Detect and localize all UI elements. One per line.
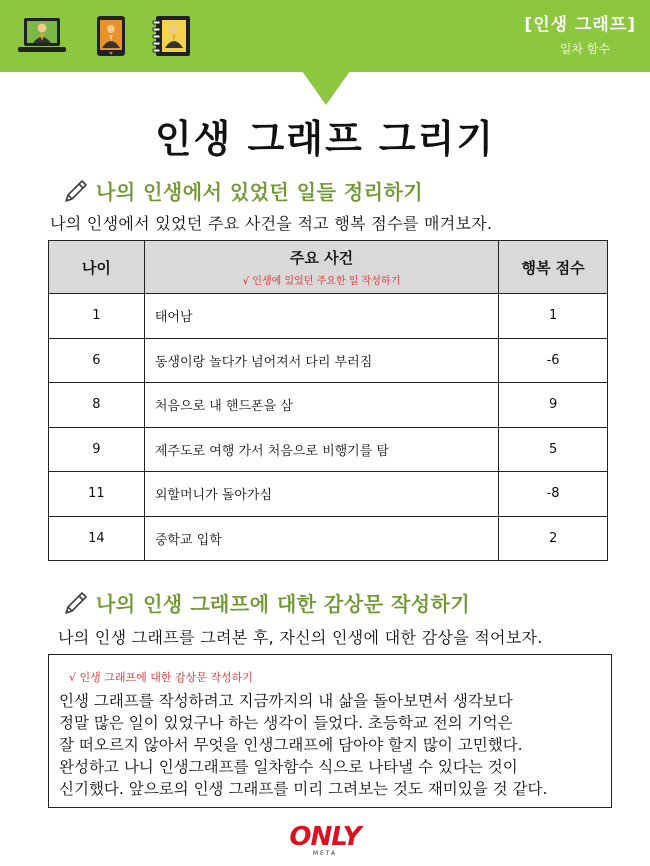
header-bar bbox=[0, 0, 650, 72]
table-row bbox=[49, 472, 608, 517]
notebook-person-icon[interactable] bbox=[152, 14, 192, 62]
brand-logo bbox=[0, 822, 650, 857]
page-title: 인생 그래프 그리기 bbox=[154, 117, 496, 161]
section1-heading-text: 나의 인생에서 있었던 일들 정리하기 bbox=[96, 180, 424, 204]
tag-title: [인생 그래프] bbox=[524, 15, 636, 35]
cell-score[interactable]: -6 bbox=[499, 338, 608, 383]
cell-event[interactable]: 외할머니가 돌아가심 bbox=[144, 472, 498, 517]
cell-event[interactable]: 동생이랑 놀다가 넘어져서 다리 부러짐 bbox=[144, 338, 498, 383]
essay-hint: √ 인생 그래프에 대한 감상문 작성하기 bbox=[69, 671, 253, 684]
section1-description: 나의 인생에서 있었던 주요 사건을 적고 행복 점수를 매겨보자. bbox=[50, 214, 493, 233]
cell-event[interactable]: 제주도로 여행 가서 처음으로 비행기를 탐 bbox=[144, 427, 498, 472]
section1-heading bbox=[62, 176, 423, 205]
cell-event[interactable]: 태어남 bbox=[144, 294, 498, 339]
cell-age[interactable]: 6 bbox=[49, 338, 145, 383]
cell-score[interactable]: 5 bbox=[499, 427, 608, 472]
cell-age[interactable]: 9 bbox=[49, 427, 145, 472]
event-hint: √ 인생에 있었던 주요한 일 작성하기 bbox=[242, 276, 401, 287]
table-header-row bbox=[49, 241, 608, 294]
cell-age[interactable]: 11 bbox=[49, 472, 145, 517]
laptop-person-icon[interactable] bbox=[18, 14, 66, 62]
cell-age[interactable]: 1 bbox=[49, 294, 145, 339]
pencil-icon bbox=[62, 177, 90, 205]
header-event: 주요 사건 √ 인생에 있었던 주요한 일 작성하기 bbox=[144, 241, 498, 294]
tag-subtitle: 일차 함수 bbox=[559, 42, 610, 56]
tablet-person-icon[interactable] bbox=[96, 14, 126, 62]
logo-text: ONLY bbox=[289, 822, 361, 852]
cell-score[interactable]: -8 bbox=[499, 472, 608, 517]
cell-age[interactable]: 8 bbox=[49, 383, 145, 428]
table-row bbox=[49, 427, 608, 472]
cell-event[interactable]: 중학교 입학 bbox=[144, 516, 498, 561]
section2-description: 나의 인생 그래프를 그려본 후, 자신의 인생에 대한 감상을 적어보자. bbox=[58, 628, 543, 647]
table-row bbox=[49, 383, 608, 428]
section2-heading-text: 나의 인생 그래프에 대한 감상문 작성하기 bbox=[96, 592, 471, 616]
cell-event[interactable]: 처음으로 내 핸드폰을 삼 bbox=[144, 383, 498, 428]
logo-subtext: META bbox=[312, 850, 338, 857]
essay-box[interactable] bbox=[48, 654, 612, 808]
table-row bbox=[49, 516, 608, 561]
worksheet-tag bbox=[524, 10, 636, 57]
cell-score[interactable]: 1 bbox=[499, 294, 608, 339]
cell-score[interactable]: 9 bbox=[499, 383, 608, 428]
pencil-icon bbox=[62, 589, 90, 617]
cell-score[interactable]: 2 bbox=[499, 516, 608, 561]
header-age: 나이 bbox=[49, 241, 145, 294]
table-row bbox=[49, 294, 608, 339]
table-row bbox=[49, 338, 608, 383]
section2-heading bbox=[62, 588, 470, 617]
essay-text[interactable]: 인생 그래프를 작성하려고 지금까지의 내 삶을 돌아보면서 생각보다 정말 많은 일이 있었구나 하는 생각이 들었다. 초등학교 전의 기억은 잘 떠오르지 않아서 무엇을 인생그래프에 담아야 할지 많이 고민했다. 완성하고 나니 인생그래프를 일차함수 식으로 나타낼 수 있다는 것이 신기했다. 앞으로의 인생 그래프를 미리 그려보는 것도 재미있을 것 같다. bbox=[59, 692, 548, 798]
header-score: 행복 점수 bbox=[499, 241, 608, 294]
header-arrow bbox=[302, 71, 350, 105]
events-table bbox=[48, 240, 608, 561]
cell-age[interactable]: 14 bbox=[49, 516, 145, 561]
